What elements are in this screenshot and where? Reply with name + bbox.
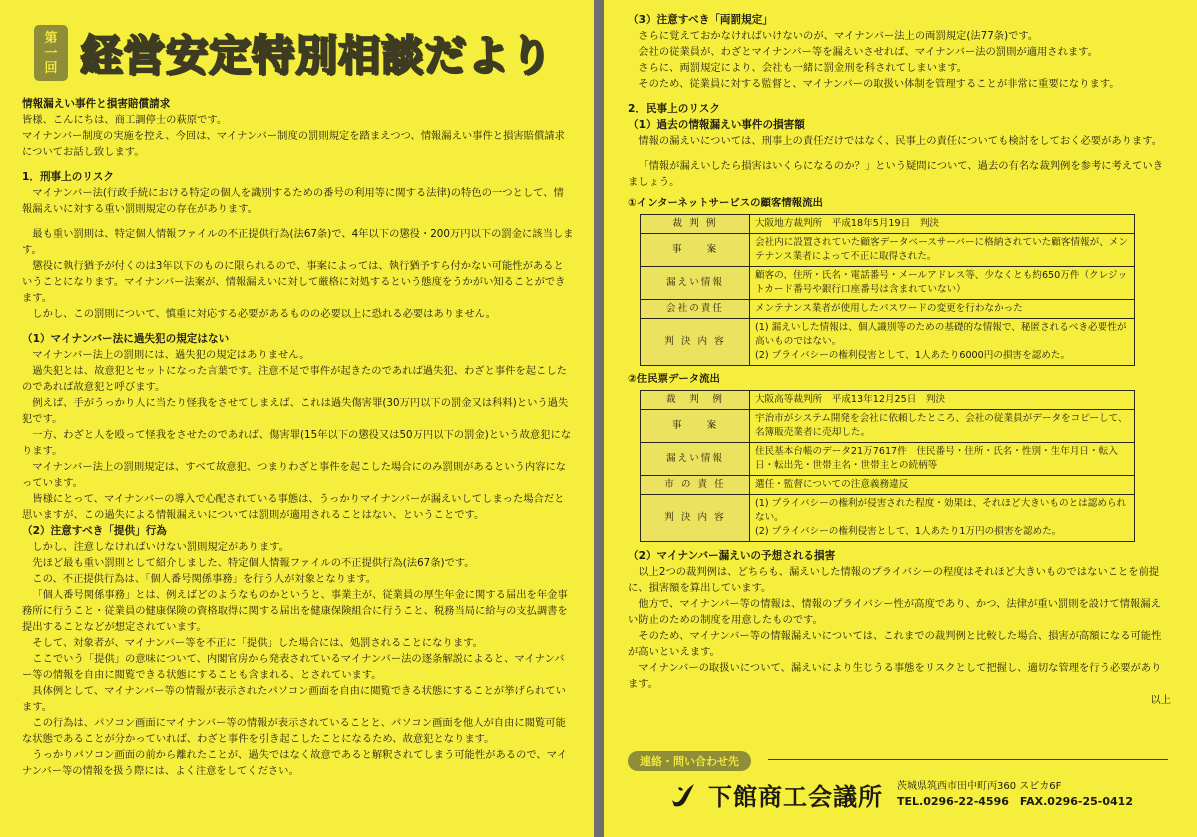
chamber-logo-icon bbox=[668, 780, 698, 810]
section-heading: 1．刑事上のリスク bbox=[22, 171, 114, 183]
contact-details bbox=[897, 779, 1133, 810]
paragraph: 具体例として、マイナンバー等の情報が表示されたパソコン画面を自由に閲覧できる状態にすることが挙げられています。 bbox=[22, 685, 566, 713]
paragraph: 他方で、マイナンバー等の情報は、情報のプライバシー性が高度であり、かつ、法律が重い罰則を設けて情報漏えい防止のための制度を用意したものです。 bbox=[628, 598, 1161, 626]
table-row: 裁 判 例 大阪高等裁判所 平成13年12月25日 判決 bbox=[641, 391, 1135, 410]
case-table-2 bbox=[640, 390, 1135, 542]
intro-line: 皆様、こんにちは、商工調停士の萩原です。 bbox=[22, 114, 228, 126]
right-page bbox=[604, 0, 1197, 837]
paragraph: マイナンバーの取扱いについて、漏えいにより生じうる事態をリスクとして把握し、適切な管理を行う必要があります。 bbox=[628, 662, 1162, 690]
issue-badge: 第 一 回 bbox=[34, 25, 68, 81]
paragraph: さらに覚えておかなければいけないのが、マイナンバー法上の両罰規定(法77条)です。 bbox=[638, 30, 1039, 42]
paragraph: そして、対象者が、マイナンバー等を不正に「提供」した場合には、処罰されることになります。 bbox=[32, 637, 483, 649]
left-page bbox=[0, 0, 594, 837]
paragraph: 最も重い罰則は、特定個人情報ファイルの不正提供行為(法67条)で、4年以下の懲役・200万円以下の罰金に該当します。 bbox=[22, 228, 574, 256]
case-title: ②住民票データ流出 bbox=[628, 373, 720, 385]
paragraph: 一方、わざと人を殴って怪我をさせたのであれば、傷害罪(15年以下の懲役又は50万円以下の罰金)という故意犯になります。 bbox=[22, 429, 572, 457]
subsection-heading: （2）注意すべき「提供」行為 bbox=[22, 525, 167, 537]
paragraph: しかし、注意しなければいけない罰則規定があります。 bbox=[32, 541, 289, 553]
contact-footer bbox=[628, 750, 1168, 812]
table-row: 判 決 内 容 (1) 漏えいした情報は、個人識別等のための基礎的な情報で、秘匿されるべき必要性が高いものではない。 (2) プライバシーの権利侵害として、1人あたり6000円の損害を認めた。 bbox=[641, 319, 1135, 366]
table-row: 漏えい情報 顧客の、住所・氏名・電話番号・メールアドレス等、少なくとも約650万件（クレジットカード番号や銀行口座番号は含まれていない） bbox=[641, 267, 1135, 300]
paragraph: この行為は、パソコン画面にマイナンバー等の情報が表示されていることと、パソコン画面を他人が自由に閲覧可能な状態であることが分かっていれば、わざと事件を引き起こしたことになるため、故意犯となります。 bbox=[22, 717, 566, 745]
table-row: 判 決 内 容 (1) プライバシーの権利が侵害された程度・効果は、それほど大きいものとは認められない。 (2) プライバシーの権利侵害として、1人あたり1万円の損害を認めた。 bbox=[641, 495, 1135, 542]
intro-line: マイナンバー制度の実施を控え、今回は、マイナンバー制度の罰則規定を踏まえつつ、情報漏えい事件と損害賠償請求についてお話し致します。 bbox=[22, 130, 565, 158]
case-table-1 bbox=[640, 214, 1135, 366]
case-title: ①インターネットサービスの顧客情報流出 bbox=[628, 197, 823, 209]
subsection-heading: （1）マイナンバー法に過失犯の規定はない bbox=[22, 333, 230, 345]
paragraph: しかし、この罰則について、慎重に対応する必要があるものの必要以上に恐れる必要はありません。 bbox=[32, 308, 496, 320]
subsection-heading: （2）マイナンバー漏えいの予想される損害 bbox=[628, 550, 836, 562]
address: 茨城県筑西市田中町丙360 スピカ6F bbox=[897, 781, 1062, 792]
paragraph: この、不正提供行為は、「個人番号関係事務」を行う人が対象となります。 bbox=[32, 573, 377, 585]
paragraph: 懲役に執行猶予が付くのは3年以下のものに限られるので、事案によっては、執行猶予すら付かない可能性があるということになります。マイナンバー法案が、情報漏えいに対して厳格に対処するという態度をうかがい知ることができます。 bbox=[22, 260, 566, 304]
paragraph: マイナンバー法(行政手続における特定の個人を識別するための番号の利用等に関する法律)の特色の一つとして、情報漏えいに対する重い罰則規定の存在があります。 bbox=[22, 187, 564, 215]
newsletter-title: 経営安定特別相談だより bbox=[80, 31, 554, 80]
paragraph: マイナンバー法上の罰則規定は、すべて故意犯、つまりわざと事件を起こした場合にのみ罰則があるという内容になっています。 bbox=[22, 461, 567, 489]
paragraph: さらに、両罰規定により、会社も一緒に罰金刑を科されてしまいます。 bbox=[638, 62, 967, 74]
section-heading: 2．民事上のリスク bbox=[628, 103, 720, 115]
paragraph: 「情報が漏えいしたら損害はいくらになるのか？」という疑問について、過去の有名な裁判例を参考に考えていきましょう。 bbox=[628, 160, 1164, 188]
paragraph: 皆様にとって、マイナンバーの導入で心配されている事態は、うっかりマイナンバーが漏えいしてしまった場合だと思いますが、この過失による情報漏えいについては罰則が適用されることはない、ということです。 bbox=[22, 493, 565, 521]
contact-label: 連絡・問い合わせ先 bbox=[628, 751, 751, 771]
paragraph: 以上2つの裁判例は、どちらも、漏えいした情報のプライバシーの程度はそれほど大きいものではないことを前提に、損害額を算出しています。 bbox=[628, 566, 1160, 594]
paragraph: 過失犯とは、故意犯とセットになった言葉です。注意不足で事件が起きたのであれば過失犯、わざと事件を起こしたのであれば故意犯と呼びます。 bbox=[22, 365, 567, 393]
paragraph: マイナンバー法上の罰則には、過失犯の規定はありません。 bbox=[32, 349, 310, 361]
article-subtitle: 情報漏えい事件と損害賠償請求 bbox=[22, 98, 171, 110]
divider bbox=[768, 759, 1168, 760]
paragraph: そのため、マイナンバー等の情報漏えいについては、これまでの裁判例と比較した場合、損害が高額になる可能性が高いといえます。 bbox=[628, 630, 1162, 658]
table-row: 事 案 会社内に設置されていた顧客データベースサーバーに格納されていた顧客情報が、メンテナンス業者によって不正に取得された。 bbox=[641, 234, 1135, 267]
newsletter-header bbox=[22, 10, 574, 96]
tel-fax: TEL.0296-22-4596 FAX.0296-25-0412 bbox=[897, 795, 1133, 808]
paragraph: 例えば、手がうっかり人に当たり怪我をさせてしまえば、これは過失傷害罪(30万円以下の罰金又は科料)という過失犯です。 bbox=[22, 397, 569, 425]
table-row: 漏えい情報 住民基本台帳のデータ21万7617件 住民番号・住所・氏名・性別・生年月日・転入日・転出先・世帯主名・世帯主との続柄等 bbox=[641, 443, 1135, 476]
paragraph: 情報の漏えいについては、刑事上の責任だけではなく、民事上の責任についても検討をしておく必要があります。 bbox=[638, 135, 1162, 147]
paragraph: そのため、従業員に対する監督と、マイナンバーの取扱い体制を管理することが非常に重要になります。 bbox=[638, 78, 1120, 90]
table-row: 市 の 責 任 選任・監督についての注意義務違反 bbox=[641, 476, 1135, 495]
table-row: 会社の責任 メンテナンス業者が使用したパスワードの変更を行わなかった bbox=[641, 300, 1135, 319]
table-row: 事 案 宇治市がシステム開発を会社に依頼したところ、会社の従業員がデータをコピーして、名簿販売業者に売却した。 bbox=[641, 410, 1135, 443]
subsection-heading: （3）注意すべき「両罰規定」 bbox=[628, 14, 773, 26]
paragraph: 先ほど最も重い罰則として紹介しました、特定個人情報ファイルの不正提供行為(法67条)です。 bbox=[32, 557, 475, 569]
subsection-heading: （1）過去の情報漏えい事件の損害額 bbox=[628, 119, 805, 131]
table-row: 裁 判 例 大阪地方裁判所 平成18年5月19日 判決 bbox=[641, 215, 1135, 234]
closing-text: 以上 bbox=[1150, 694, 1171, 706]
organization-name: 下館商工会議所 bbox=[708, 783, 883, 811]
paragraph: うっかりパソコン画面の前から離れたことが、過失ではなく故意であると解釈されてしまう可能性があるので、マイナンバー等の情報を扱う際には、よく注意をしてください。 bbox=[22, 749, 568, 777]
paragraph: 「個人番号関係事務」とは、例えばどのようなものかというと、事業主が、従業員の厚生年金に関する届出を年金事務所に行うこと・従業員の健康保険の資格取得に関する届出を健康保険組合に行うこと、税務当局に給与の支払調書を提出することなどが想定されています。 bbox=[22, 589, 568, 633]
paragraph: 会社の従業員が、わざとマイナンバー等を漏えいさせれば、マイナンバー法の罰則が適用されます。 bbox=[638, 46, 1098, 58]
paragraph: ここでいう「提供」の意味について、内閣官房から発表されているマイナンバー法の逐条解説によると、マイナンバー等の情報を自由に閲覧できる状態にすることも含まれる、とされています。 bbox=[22, 653, 565, 681]
